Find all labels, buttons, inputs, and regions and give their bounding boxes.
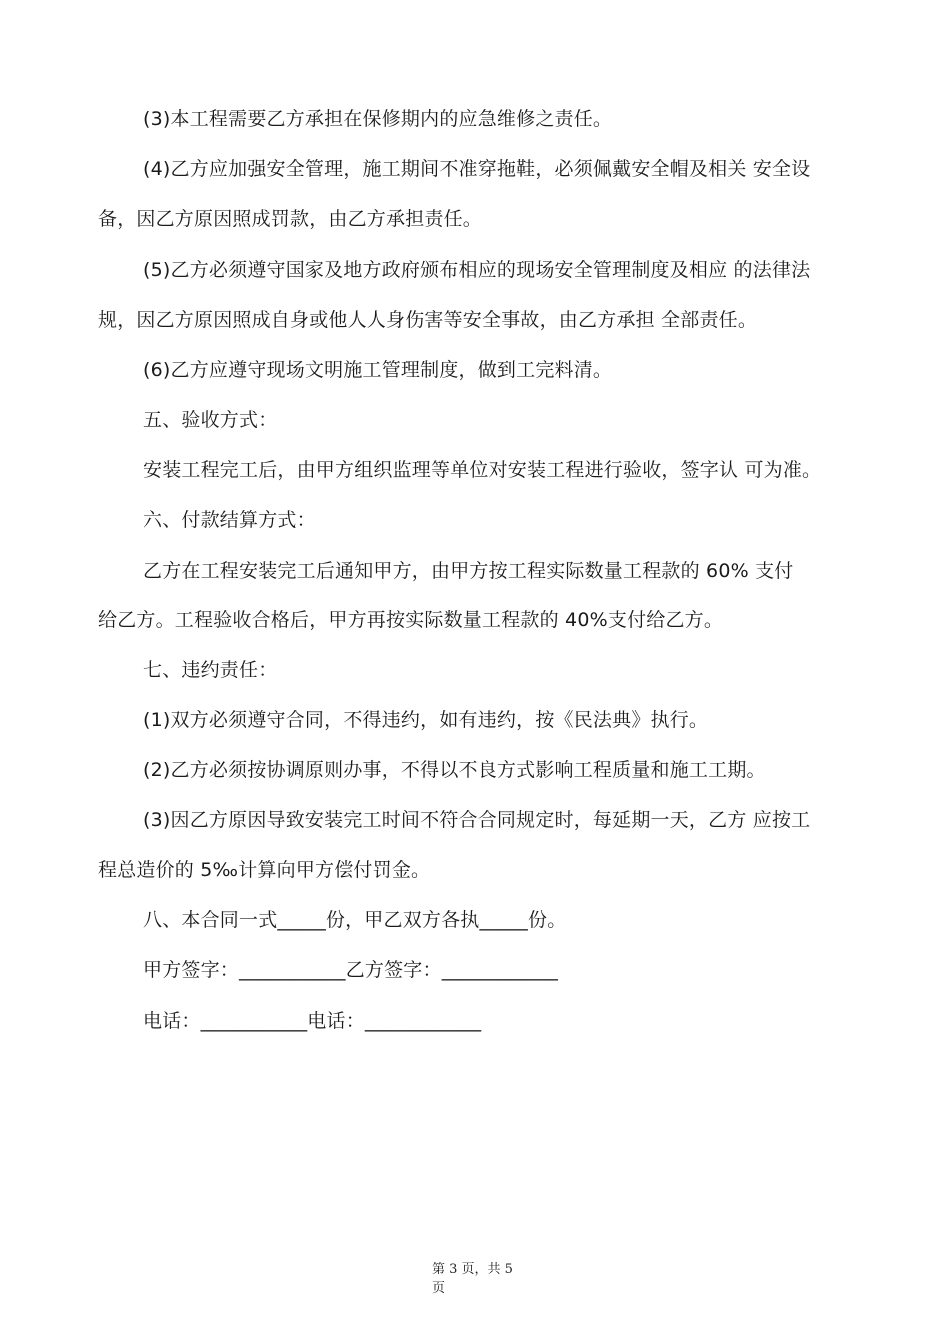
- clause-5-regulations-line2: 规，因乙方原因照成自身或他人人身伤害等安全事故，由乙方承担 全部责任。: [98, 309, 758, 331]
- section-6-body-line2: 给乙方。工程验收合格后，甲方再按实际数量工程款的 40%支付给乙方。: [98, 609, 724, 631]
- page-number-line1: 第 3 页，共 5: [432, 1262, 513, 1277]
- clause-5-regulations-line1: (5)乙方必须遵守国家及地方政府颁布相应的现场安全管理制度及相应 的法律法: [143, 259, 811, 281]
- clause-6-civilized-construction: (6)乙方应遵守现场文明施工管理制度，做到工完料清。: [143, 359, 613, 381]
- section-6-heading: 六、付款结算方式：: [143, 509, 316, 531]
- section-8-copies: 八、本合同一式_____份，甲乙双方各执_____份。: [143, 909, 567, 931]
- clause-4-safety-line2: 备，因乙方原因照成罚款，由乙方承担责任。: [98, 208, 483, 230]
- section-7-heading: 七、违约责任：: [143, 659, 278, 681]
- section-5-body: 安装工程完工后，由甲方组织监理等单位对安装工程进行验收，签字认 可为准。: [143, 459, 822, 481]
- phone-line: 电话：___________电话：____________: [143, 1010, 482, 1032]
- section-7-clause-1: (1)双方必须遵守合同，不得违约，如有违约，按《民法典》执行。: [143, 709, 709, 731]
- clause-3-emergency-repair: (3)本工程需要乙方承担在保修期内的应急维修之责任。: [143, 108, 613, 130]
- section-6-body-line1: 乙方在工程安装完工后通知甲方，由甲方按工程实际数量工程款的 60% 支付: [143, 560, 794, 582]
- clause-4-safety-line1: (4)乙方应加强安全管理，施工期间不准穿拖鞋，必须佩戴安全帽及相关 安全设: [143, 158, 811, 180]
- section-7-clause-3-line1: (3)因乙方原因导致安装完工时间不符合合同规定时，每延期一天，乙方 应按工: [143, 809, 811, 831]
- section-5-heading: 五、验收方式：: [143, 409, 278, 431]
- section-7-clause-2: (2)乙方必须按协调原则办事，不得以不良方式影响工程质量和施工工期。: [143, 759, 766, 781]
- signature-line: 甲方签字：___________乙方签字：____________: [143, 959, 559, 981]
- page-number-line2: 页: [432, 1281, 446, 1296]
- section-7-clause-3-line2: 程总造价的 5‰计算向甲方偿付罚金。: [98, 859, 431, 881]
